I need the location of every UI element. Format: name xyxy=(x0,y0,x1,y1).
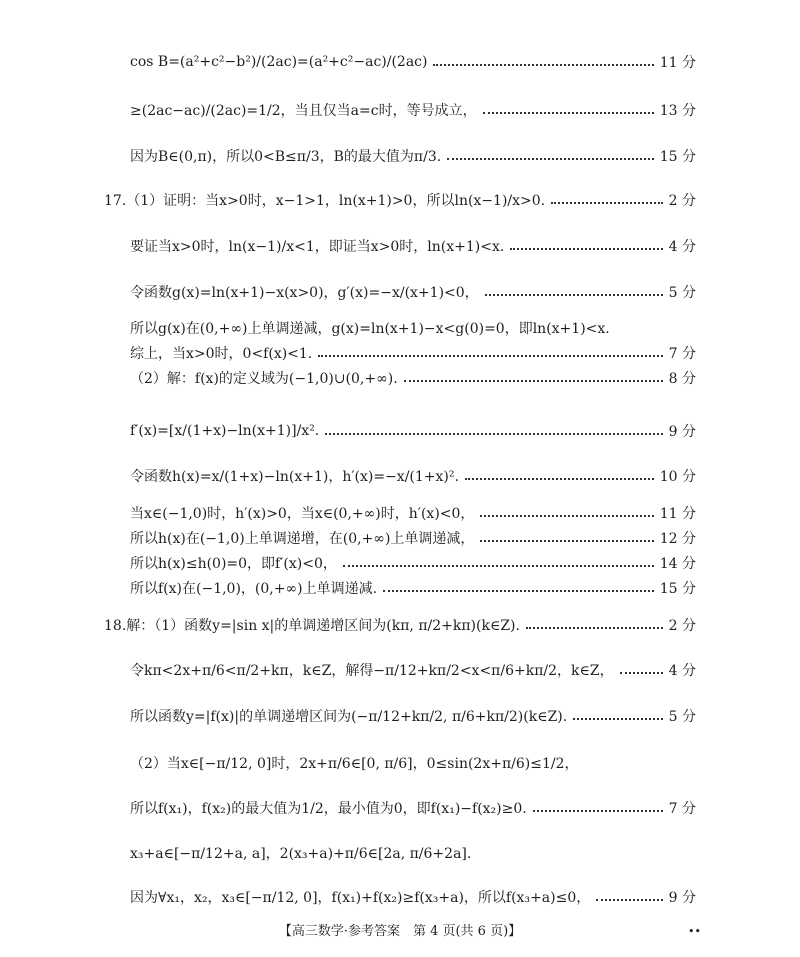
score-label: 7 分 xyxy=(668,801,696,817)
solution-line: 所以f(x)在(−1,0)，(0,+∞)上单调递减. 15 分 xyxy=(130,578,696,598)
score-label: 2 分 xyxy=(668,193,696,209)
solution-line: ≥(2ac−ac)/(2ac)=1/2，当且仅当a=c时，等号成立， 13 分 xyxy=(130,100,696,120)
score-label: 11 分 xyxy=(659,506,696,522)
score-label: 5 分 xyxy=(668,285,696,301)
solution-line: 令函数g(x)=ln(x+1)−x(x>0)，g′(x)=−x/(x+1)<0， 5 分 xyxy=(130,282,696,302)
solution-line: 所以h(x)≤h(0)=0，即f′(x)<0， 14 分 xyxy=(130,553,696,573)
score-label: 11 分 xyxy=(659,55,696,71)
solution-line: 因为B∈(0,π)，所以0<B≤π/3，B的最大值为π/3. 15 分 xyxy=(130,146,696,166)
score-label: 9 分 xyxy=(668,890,696,906)
solution-line: 要证当x>0时，ln(x−1)/x<1，即证当x>0时，ln(x+1)<x. 4 分 xyxy=(130,236,696,256)
solution-line: （2）当x∈[−π/12, 0]时，2x+π/6∈[0, π/6]，0≤sin(2x+π/6)≤1/2， xyxy=(130,756,579,772)
score-label: 9 分 xyxy=(668,424,696,440)
score-label: 15 分 xyxy=(659,581,696,597)
score-label: 5 分 xyxy=(668,709,696,725)
score-label: 14 分 xyxy=(659,556,696,572)
solution-line: 令kπ<2x+π/6<π/2+kπ，k∈Z，解得−π/12+kπ/2<x<π/6+kπ/2，k∈Z， 4 分 xyxy=(130,660,696,680)
score-label: 15 分 xyxy=(659,149,696,165)
question-18-line: 18.解：（1）函数y=|sin x|的单调递增区间为(kπ, π/2+kπ)(k∈Z). 2 分 xyxy=(104,615,696,635)
score-label: 12 分 xyxy=(659,531,696,547)
solution-line: x₃+a∈[−π/12+a, a]，2(x₃+a)+π/6∈[2a, π/6+2a]. xyxy=(130,846,472,862)
score-label: 4 分 xyxy=(668,663,696,679)
solution-line: 综上，当x>0时，0<f(x)<1. 7 分 xyxy=(130,343,696,363)
solution-line: 所以f(x₁)，f(x₂)的最大值为1/2，最小值为0，即f(x₁)−f(x₂)≥0. 7 分 xyxy=(130,798,696,818)
page-footer: 【高三数学·参考答案 第 4 页(共 6 页)】 xyxy=(278,924,522,939)
score-label: 10 分 xyxy=(659,469,696,485)
solution-line: f′(x)=[x/(1+x)−ln(x+1)]/x². 9 分 xyxy=(130,423,696,440)
score-label: 7 分 xyxy=(668,346,696,362)
solution-line: 所以h(x)在(−1,0)上单调递增，在(0,+∞)上单调递减， 12 分 xyxy=(130,528,696,548)
score-label: 13 分 xyxy=(659,103,696,119)
solution-line: 当x∈(−1,0)时，h′(x)>0，当x∈(0,+∞)时，h′(x)<0， 11 分 xyxy=(130,503,696,523)
solution-line: 因为∀x₁，x₂，x₃∈[−π/12, 0]，f(x₁)+f(x₂)≥f(x₃+a)，所以f(x₃+a)≤0， 9 分 xyxy=(130,887,696,907)
question-17-line: 17.（1）证明：当x>0时，x−1>1，ln(x+1)>0，所以ln(x−1)/x>0. 2 分 xyxy=(104,190,696,210)
solution-line: （2）解：f(x)的定义域为(−1,0)∪(0,+∞). 8 分 xyxy=(130,368,696,388)
solution-line: 令函数h(x)=x/(1+x)−ln(x+1)，h′(x)=−x/(1+x)². 10 分 xyxy=(130,466,696,486)
score-label: 2 分 xyxy=(668,618,696,634)
solution-line: 所以g(x)在(0,+∞)上单调递减，g(x)=ln(x+1)−x<g(0)=0，即ln(x+1)<x. xyxy=(130,321,610,337)
solution-line: 所以函数y=|f(x)|的单调递增区间为(−π/12+kπ/2, π/6+kπ/2)(k∈Z). 5 分 xyxy=(130,706,696,726)
solution-line: cos B=(a²+c²−b²)/(2ac)=(a²+c²−ac)/(2ac) 11 分 xyxy=(130,54,696,71)
score-label: 8 分 xyxy=(668,371,696,387)
corner-mark: •• xyxy=(688,925,701,938)
score-label: 4 分 xyxy=(668,239,696,255)
